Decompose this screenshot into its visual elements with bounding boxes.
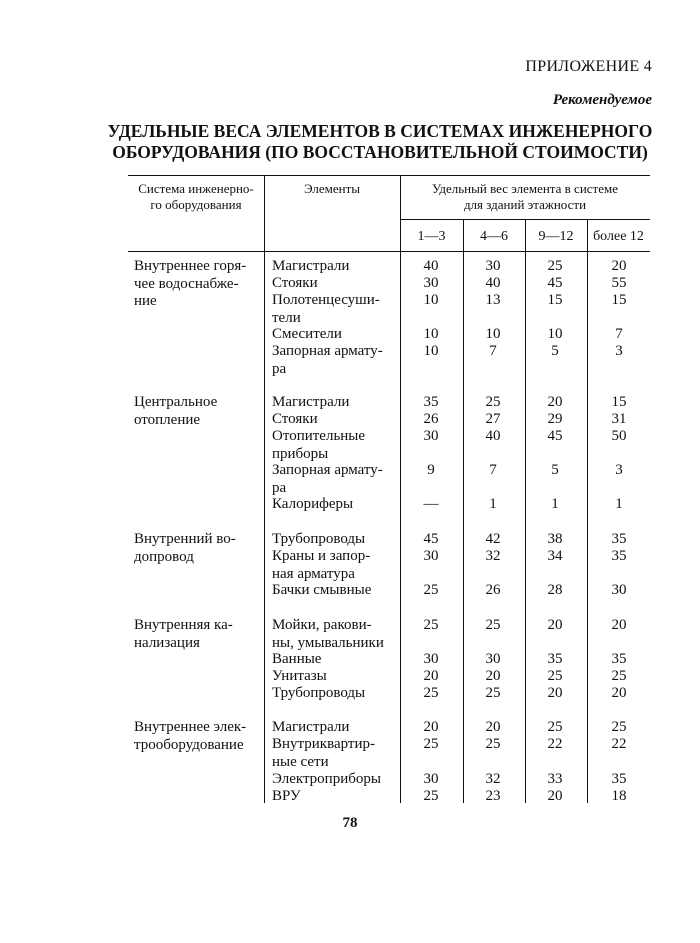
weight-value-floors-4: 50: [611, 428, 627, 444]
weight-value-floors-3: 25: [547, 668, 563, 684]
title-line-1: УДЕЛЬНЫЕ ВЕСА ЭЛЕМЕНТОВ В СИСТЕМАХ ИНЖЕНЕРНОГО: [107, 121, 653, 141]
element-name-line: ВРУ: [272, 788, 301, 804]
weight-value-floors-4: 31: [611, 411, 627, 427]
element-name-line: Трубопроводы: [272, 685, 366, 701]
system-name-line: трооборудование: [134, 736, 244, 753]
header-floors-4: более 12: [593, 229, 644, 244]
element-name: [272, 617, 400, 652]
weight-value-floors-2: 42: [485, 531, 501, 547]
element-name: [272, 428, 400, 463]
weight-value-floors-2: 25: [485, 617, 501, 633]
element-name: [272, 394, 400, 412]
element-name: [272, 496, 400, 514]
element-name: [272, 736, 400, 771]
weight-value-floors-2: 25: [485, 736, 501, 752]
weight-value-floors-3: 20: [547, 394, 563, 410]
recommended-label: Рекомендуемое: [552, 92, 652, 108]
system-name: [134, 531, 264, 566]
weight-value-floors-1: 10: [423, 292, 439, 308]
weight-value-floors-4: 18: [611, 788, 627, 804]
element-name: [272, 462, 400, 497]
weight-value-floors-2: 10: [485, 326, 501, 342]
weight-value-floors-1: 25: [423, 685, 439, 701]
element-name: [272, 292, 400, 327]
element-name-line: Магистрали: [272, 719, 350, 735]
system-name-line: нализация: [134, 634, 200, 651]
weight-value-floors-3: 15: [547, 292, 563, 308]
element-name: [272, 668, 400, 686]
weight-value-floors-2: 7: [489, 462, 497, 478]
element-name-line: Запорная армату-: [272, 462, 383, 478]
weight-value-floors-4: 30: [611, 582, 627, 598]
weight-value-floors-1: 35: [423, 394, 439, 410]
weight-value-floors-2: 20: [485, 719, 501, 735]
weight-value-floors-1: 25: [423, 736, 439, 752]
element-name: [272, 719, 400, 737]
weight-value-floors-1: 26: [423, 411, 439, 427]
weight-value-floors-4: 15: [611, 394, 627, 410]
weight-value-floors-1: 30: [423, 275, 439, 291]
weight-value-floors-3: 25: [547, 258, 563, 274]
weight-value-floors-4: 25: [611, 668, 627, 684]
element-name-line: Мойки, ракови-: [272, 617, 372, 633]
element-name: [272, 275, 400, 293]
weight-value-floors-3: 20: [547, 617, 563, 633]
element-name-line: Стояки: [272, 275, 318, 291]
header-floors-1: 1—3: [417, 229, 446, 244]
weight-value-floors-2: 25: [485, 394, 501, 410]
element-name-line: приборы: [272, 445, 329, 462]
header-bottom-rule: [128, 251, 650, 252]
system-name-line: допровод: [134, 548, 194, 565]
system-name-line: Внутреннее элек-: [134, 719, 247, 735]
header-floors-2: 4—6: [480, 229, 508, 244]
system-name-line: отопление: [134, 411, 201, 428]
element-name-line: Электроприборы: [272, 771, 381, 787]
element-name: [272, 326, 400, 344]
weight-value-floors-2: 40: [485, 275, 501, 291]
weight-value-floors-1: 10: [423, 343, 439, 359]
page-number: 78: [342, 815, 358, 831]
element-name-line: Магистрали: [272, 394, 350, 410]
weight-value-floors-2: 13: [485, 292, 501, 308]
header-elements: Элементы: [303, 181, 361, 196]
weight-value-floors-1: 40: [423, 258, 439, 274]
weight-value-floors-4: 25: [611, 719, 627, 735]
weight-value-floors-1: 25: [423, 617, 439, 633]
header-system-line-1: Система инженерно-: [138, 181, 254, 196]
element-name-line: Трубопроводы: [272, 531, 366, 547]
weight-value-floors-1: 25: [423, 582, 439, 598]
weight-value-floors-3: 22: [547, 736, 563, 752]
weight-value-floors-1: 25: [423, 788, 439, 804]
col-divider-floors-3: [587, 219, 588, 803]
weight-value-floors-2: 27: [485, 411, 501, 427]
weight-value-floors-1: 45: [423, 531, 439, 547]
weight-value-floors-3: 5: [551, 462, 559, 478]
element-name-line: Отопительные: [272, 428, 366, 444]
weight-value-floors-4: 20: [611, 617, 627, 633]
element-name: [272, 548, 400, 583]
weight-value-floors-4: 22: [611, 736, 627, 752]
weight-value-floors-2: 1: [489, 496, 497, 512]
weight-value-floors-4: 55: [611, 275, 627, 291]
weight-value-floors-2: 32: [485, 548, 501, 564]
col-divider-system: [264, 175, 265, 803]
element-name: [272, 685, 400, 703]
element-name: [272, 258, 400, 276]
element-name: [272, 788, 400, 806]
element-name-line: тели: [272, 309, 301, 326]
weight-value-floors-4: 35: [611, 771, 627, 787]
weight-value-floors-4: 3: [615, 462, 623, 478]
element-name-line: Стояки: [272, 411, 318, 427]
weight-value-floors-3: 38: [547, 531, 563, 547]
weight-value-floors-3: 5: [551, 343, 559, 359]
system-name-line: Центральное: [134, 394, 218, 410]
weight-value-floors-1: 30: [423, 651, 439, 667]
element-name: [272, 411, 400, 429]
weight-value-floors-1: 9: [427, 462, 435, 478]
element-name-line: Внутриквартир-: [272, 736, 376, 752]
weight-value-floors-3: 25: [547, 719, 563, 735]
weight-value-floors-3: 28: [547, 582, 563, 598]
weight-value-floors-4: 35: [611, 548, 627, 564]
weight-value-floors-3: 20: [547, 685, 563, 701]
weight-value-floors-2: 30: [485, 651, 501, 667]
element-name-line: Запорная армату-: [272, 343, 383, 359]
element-name-line: Магистрали: [272, 258, 350, 274]
weight-value-floors-1: 30: [423, 548, 439, 564]
element-name: [272, 531, 400, 549]
weight-value-floors-4: 1: [615, 496, 623, 512]
weight-value-floors-4: 20: [611, 258, 627, 274]
weight-value-floors-3: 34: [547, 548, 563, 564]
element-name-line: Полотенцесуши-: [272, 292, 380, 308]
weight-value-floors-3: 33: [547, 771, 563, 787]
table-top-rule: [128, 175, 650, 176]
element-name: [272, 651, 400, 669]
element-name-line: Краны и запор-: [272, 548, 371, 564]
weight-value-floors-3: 29: [547, 411, 563, 427]
weight-value-floors-4: 3: [615, 343, 623, 359]
element-name-line: Смесители: [272, 326, 342, 342]
weight-value-floors-3: 35: [547, 651, 563, 667]
header-system: [128, 181, 264, 213]
element-name-line: ра: [272, 479, 287, 496]
weight-value-floors-1: 10: [423, 326, 439, 342]
weight-value-floors-1: —: [423, 496, 439, 512]
system-name: [134, 394, 264, 429]
weight-value-floors-2: 20: [485, 668, 501, 684]
element-name-line: ные сети: [272, 753, 329, 770]
weight-value-floors-2: 26: [485, 582, 501, 598]
system-name: [134, 258, 264, 311]
weight-value-floors-3: 1: [551, 496, 559, 512]
element-name-line: Ванные: [272, 651, 322, 667]
header-system-line-2: го оборудования: [150, 197, 242, 212]
weight-value-floors-2: 30: [485, 258, 501, 274]
weight-value-floors-1: 20: [423, 668, 439, 684]
system-name-line: ние: [134, 293, 157, 309]
system-name: [134, 617, 264, 652]
system-name-line: чее водоснабже-: [134, 275, 239, 292]
weight-value-floors-4: 20: [611, 685, 627, 701]
element-name: [272, 343, 400, 378]
weight-value-floors-4: 7: [615, 326, 623, 342]
weight-value-floors-3: 20: [547, 788, 563, 804]
system-name: [134, 719, 264, 754]
weight-value-floors-2: 32: [485, 771, 501, 787]
weight-value-floors-1: 20: [423, 719, 439, 735]
weight-value-floors-3: 45: [547, 275, 563, 291]
weight-value-floors-1: 30: [423, 771, 439, 787]
header-floors-3: 9—12: [538, 229, 574, 244]
weight-value-floors-2: 7: [489, 343, 497, 359]
weight-value-floors-4: 35: [611, 651, 627, 667]
element-name-line: Бачки смывные: [272, 582, 372, 598]
title-line-2: ОБОРУДОВАНИЯ (ПО ВОССТАНОВИТЕЛЬНОЙ СТОИМОСТИ): [112, 142, 648, 162]
weight-value-floors-2: 40: [485, 428, 501, 444]
system-name-line: Внутреннее горя-: [134, 258, 247, 274]
weight-value-floors-4: 15: [611, 292, 627, 308]
weight-value-floors-4: 35: [611, 531, 627, 547]
weight-value-floors-1: 30: [423, 428, 439, 444]
header-weight-line-1: Удельный вес элемента в системе: [431, 181, 618, 196]
element-name-line: Унитазы: [272, 668, 327, 684]
element-name-line: ная арматура: [272, 565, 355, 582]
system-name-line: Внутренний во-: [134, 531, 236, 547]
weight-value-floors-3: 10: [547, 326, 563, 342]
element-name-line: Калориферы: [272, 496, 354, 512]
element-name-line: ра: [272, 360, 287, 377]
system-name-line: Внутренняя ка-: [134, 617, 233, 633]
element-name-line: ны, умывальники: [272, 634, 384, 651]
appendix-label: ПРИЛОЖЕНИЕ 4: [525, 58, 652, 75]
element-name: [272, 771, 400, 789]
header-weight-line-2: для зданий этажности: [463, 197, 587, 212]
header-weight: [400, 181, 650, 213]
weight-value-floors-2: 25: [485, 685, 501, 701]
element-name: [272, 582, 400, 600]
weight-value-floors-2: 23: [485, 788, 501, 804]
weight-value-floors-3: 45: [547, 428, 563, 444]
